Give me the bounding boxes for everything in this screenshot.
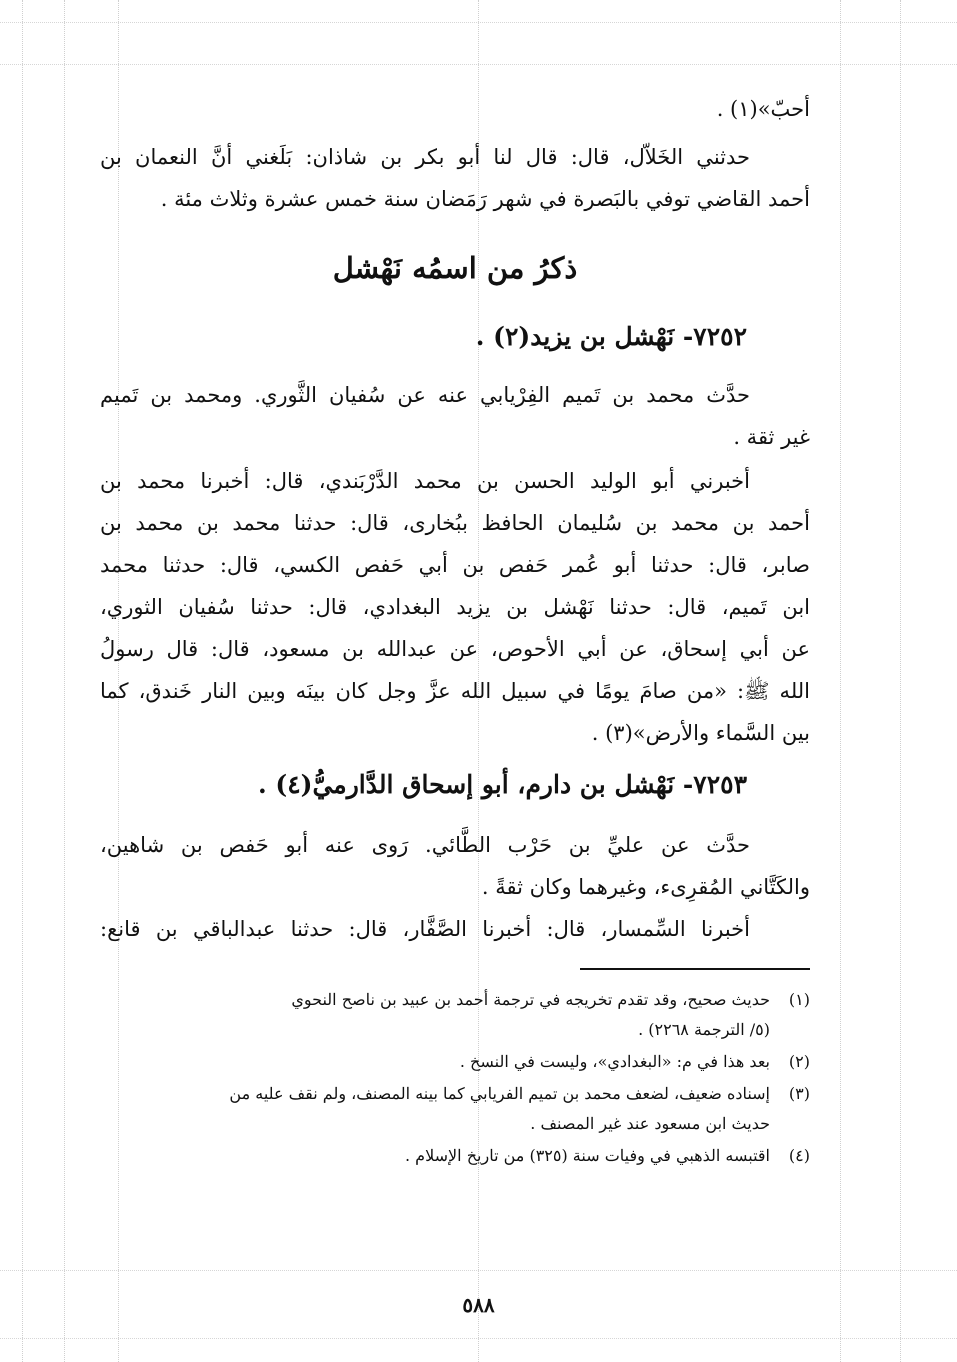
footnote-text <box>100 985 770 1045</box>
text-line: ابن تَميم، قال: حدثنا نَهْشل بن يزيد البغدادي، قال: حدثنا سُفيان الثوري، <box>100 595 810 619</box>
top-fragment: أحبّ»(١) . <box>716 97 810 121</box>
text-line: والكَتَّاني المُقرِىء، وغيرهما وكان ثقةً . <box>481 875 810 899</box>
text-line: عن أبي إسحاق، عن أبي الأحوص، عن عبدالله بن مسعود، قال: قال رسولُ <box>100 637 810 661</box>
scan-guide-line <box>0 22 957 23</box>
entry-heading-7252: ٧٢٥٢- نَهْشل بن يزيد(٢) . <box>475 322 747 351</box>
footnote-line: (٥/ الترجمة ٢٢٦٨) . <box>638 1020 770 1039</box>
footnote-line: اقتبسه الذهبي في وفيات سنة (٣٢٥) من تاريخ الإسلام . <box>405 1146 770 1165</box>
footnote-number: (٢) <box>788 1052 810 1071</box>
footnote-number: (٤) <box>788 1146 810 1165</box>
text-line: حدَّث عن عليِّ بن حَرْب الطَّائي. رَوى عنه أبو حَفص بن شاهين، <box>100 833 750 857</box>
section-title: ذكرُ من اسمُه نَهْشل <box>332 251 578 285</box>
text-line: الله ﷺ: «من صامَ يومًا في سبيل الله عزَّ وجل كان بينَه وبين النار خَندق، كما <box>100 679 810 703</box>
text-line: أحمد بن محمد بن سُليمان الحافظ ببُخارى، قال: حدثنا محمد بن محمد بن <box>100 511 810 535</box>
text-line: صابر، قال: حدثنا أبو عُمر حَفص بن أبي حَفص الكسي، قال: حدثنا محمد <box>100 553 810 577</box>
scan-guide-line <box>840 0 841 1362</box>
paragraph-entry-7253-isnad <box>100 908 810 950</box>
footnote-3 <box>100 1079 810 1139</box>
footnote-line: حديث ابن مسعود عند غير المصنف . <box>530 1114 770 1133</box>
footnote-line: بعد هذا في م: «البغدادي»، وليست في النسخ . <box>459 1052 770 1071</box>
footnotes <box>100 985 810 1173</box>
footnote-1 <box>100 985 810 1045</box>
top-fragment-block <box>100 88 810 130</box>
footnote-text <box>100 1079 770 1139</box>
footnote-2 <box>100 1047 810 1077</box>
text-line: حدثني الخَلاّل، قال: قال لنا أبو بكر بن شاذان: بَلَغني أنَّ النعمان بن <box>100 145 750 169</box>
text-line: أحمد القاضي توفي بالبَصرة في شهر رَمَضان سنة خمس عشرة وثلاث مئة . <box>160 187 810 211</box>
text-line: أخبرنا السِّمسار، قال: أخبرنا الصَّفَّار، قال: حدثنا عبدالباقي بن قانع: <box>100 917 750 941</box>
paragraph-khallal <box>100 136 810 220</box>
text-line: أخبرني أبو الوليد الحسن بن محمد الدَّرْبَندي، قال: أخبرنا محمد بن <box>100 469 750 493</box>
scan-guide-line <box>22 0 23 1362</box>
footnote-line: حديث صحيح، وقد تقدم تخريجه في ترجمة أحمد بن عبيد بن ناصح النحوي <box>291 990 770 1009</box>
text-line: غير ثقة . <box>733 425 810 449</box>
footnote-text <box>100 1047 770 1077</box>
footnote-number: (٣) <box>788 1084 810 1103</box>
entry-heading-7253: ٧٢٥٣- نَهْشل بن دارم، أبو إسحاق الدَّارميُّ(٤) . <box>257 770 747 799</box>
scan-guide-line <box>0 1338 957 1339</box>
text-line: حدَّث محمد بن تَميم الفِرْيابي عنه عن سُفيان الثَّوري. ومحمد بن تَميم <box>100 383 750 407</box>
paragraph-entry-7252-intro <box>100 374 810 458</box>
paragraph-entry-7253-intro <box>100 824 810 908</box>
footnote-number: (١) <box>788 990 810 1009</box>
footnote-separator <box>580 968 810 970</box>
paragraph-entry-7252-isnad <box>100 460 810 754</box>
scan-guide-line <box>0 1270 957 1271</box>
page-number: ٥٨٨ <box>462 1293 495 1317</box>
footnote-line: إسناده ضعيف، لضعف محمد بن تميم الفريابي كما بينه المصنف، ولم نقف عليه من <box>229 1084 770 1103</box>
scan-guide-line <box>0 64 957 65</box>
scan-guide-line <box>64 0 65 1362</box>
text-line: بين السَّماء والأرض»(٣) . <box>591 721 810 745</box>
scan-guide-line <box>900 0 901 1362</box>
footnote-4 <box>100 1141 810 1171</box>
footnote-text <box>100 1141 770 1171</box>
